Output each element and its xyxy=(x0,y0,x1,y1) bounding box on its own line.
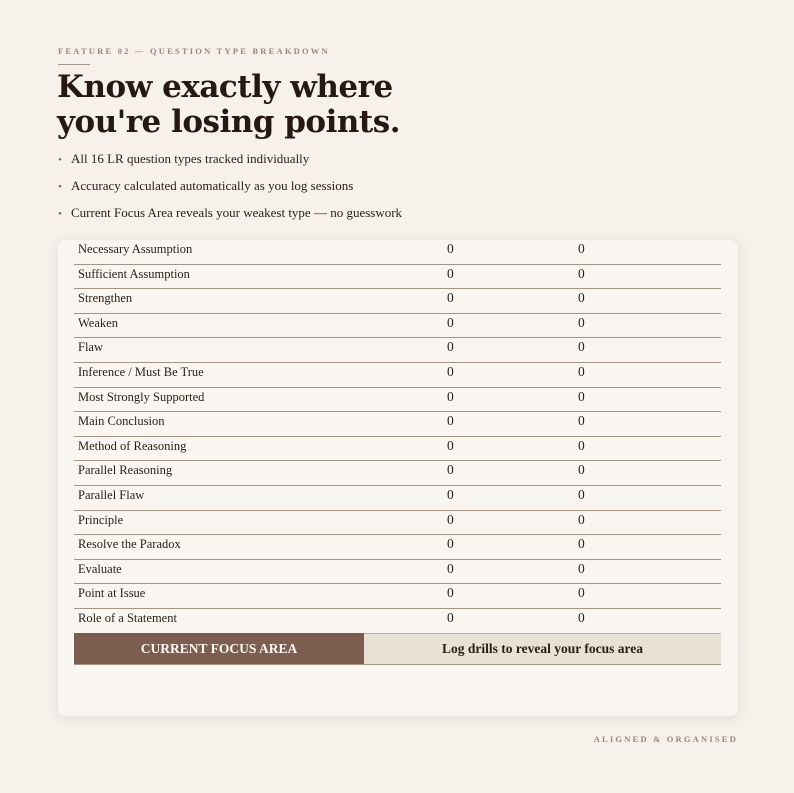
table-row xyxy=(74,314,721,339)
value-cell: 0 xyxy=(447,486,454,502)
question-type-name: Sufficient Assumption xyxy=(78,266,190,281)
value-cell: 0 xyxy=(447,290,454,306)
value-cell: 0 xyxy=(578,290,585,306)
value-cell: 0 xyxy=(447,388,454,404)
table-row xyxy=(74,388,721,413)
question-type-name: Main Conclusion xyxy=(78,414,165,429)
bullet-text: Accuracy calculated automatically as you log sessions xyxy=(71,178,354,193)
bullet-dot-icon: • xyxy=(58,154,62,166)
value-cell: 0 xyxy=(447,560,454,576)
value-cell: 0 xyxy=(578,609,585,625)
focus-area-bar xyxy=(74,633,721,665)
breakdown-card xyxy=(58,240,738,716)
question-type-name: Principle xyxy=(78,512,124,527)
bullet-item xyxy=(58,177,402,204)
question-type-name: Method of Reasoning xyxy=(78,438,187,453)
table-row xyxy=(74,289,721,314)
value-cell: 0 xyxy=(447,339,454,355)
bullet-text: Current Focus Area reveals your weakest type — no guesswork xyxy=(71,205,403,220)
table-row xyxy=(74,535,721,560)
table-row xyxy=(74,338,721,363)
value-cell: 0 xyxy=(578,265,585,281)
value-cell: 0 xyxy=(447,241,454,256)
table-row xyxy=(74,511,721,536)
focus-area-label: CURRENT FOCUS AREA xyxy=(74,633,364,664)
feature-bullets xyxy=(58,150,402,231)
question-type-name: Most Strongly Supported xyxy=(78,389,205,404)
value-cell: 0 xyxy=(578,413,585,429)
question-type-name: Evaluate xyxy=(78,561,122,576)
value-cell: 0 xyxy=(447,462,454,478)
table-row xyxy=(74,240,721,265)
question-type-name: Resolve the Paradox xyxy=(78,537,181,552)
value-cell: 0 xyxy=(447,265,454,281)
table-row xyxy=(74,584,721,609)
question-type-table xyxy=(74,240,721,634)
value-cell: 0 xyxy=(578,388,585,404)
value-cell: 0 xyxy=(447,511,454,527)
value-cell: 0 xyxy=(578,339,585,355)
question-type-name: Strengthen xyxy=(78,291,133,306)
value-cell: 0 xyxy=(578,363,585,379)
question-type-name: Role of a Statement xyxy=(78,610,177,625)
value-cell: 0 xyxy=(578,314,585,330)
table-row xyxy=(74,265,721,290)
value-cell: 0 xyxy=(447,609,454,625)
value-cell: 0 xyxy=(447,314,454,330)
value-cell: 0 xyxy=(578,560,585,576)
value-cell: 0 xyxy=(578,437,585,453)
value-cell: 0 xyxy=(447,585,454,601)
table-row xyxy=(74,461,721,486)
value-cell: 0 xyxy=(578,462,585,478)
question-type-name: Weaken xyxy=(78,315,118,330)
value-cell: 0 xyxy=(447,413,454,429)
value-cell: 0 xyxy=(447,536,454,552)
question-type-name: Parallel Flaw xyxy=(78,487,145,502)
eyebrow-label: FEATURE 02 — QUESTION TYPE BREAKDOWN xyxy=(58,46,330,56)
value-cell: 0 xyxy=(578,241,585,256)
bullet-item xyxy=(58,150,402,177)
footer-tagline: ALIGNED & ORGANISED xyxy=(593,734,738,744)
bullet-dot-icon: • xyxy=(58,181,62,193)
value-cell: 0 xyxy=(578,511,585,527)
headline: Know exactly where you're losing points. xyxy=(57,69,400,140)
table-row xyxy=(74,609,721,634)
value-cell: 0 xyxy=(447,363,454,379)
value-cell: 0 xyxy=(447,437,454,453)
eyebrow-divider xyxy=(58,64,90,65)
value-cell: 0 xyxy=(578,536,585,552)
bullet-text: All 16 LR question types tracked individually xyxy=(71,151,310,166)
question-type-name: Necessary Assumption xyxy=(78,242,193,256)
bullet-dot-icon: • xyxy=(58,208,62,220)
value-cell: 0 xyxy=(578,486,585,502)
table-row xyxy=(74,486,721,511)
table-row xyxy=(74,437,721,462)
question-type-name: Flaw xyxy=(78,340,103,355)
question-type-name: Parallel Reasoning xyxy=(78,463,173,478)
bullet-item xyxy=(58,204,402,231)
question-type-name: Inference / Must Be True xyxy=(78,364,204,379)
value-cell: 0 xyxy=(578,585,585,601)
question-type-name: Point at Issue xyxy=(78,586,146,601)
table-row xyxy=(74,560,721,585)
table-row xyxy=(74,363,721,388)
table-row xyxy=(74,412,721,437)
focus-area-value: Log drills to reveal your focus area xyxy=(364,633,721,664)
